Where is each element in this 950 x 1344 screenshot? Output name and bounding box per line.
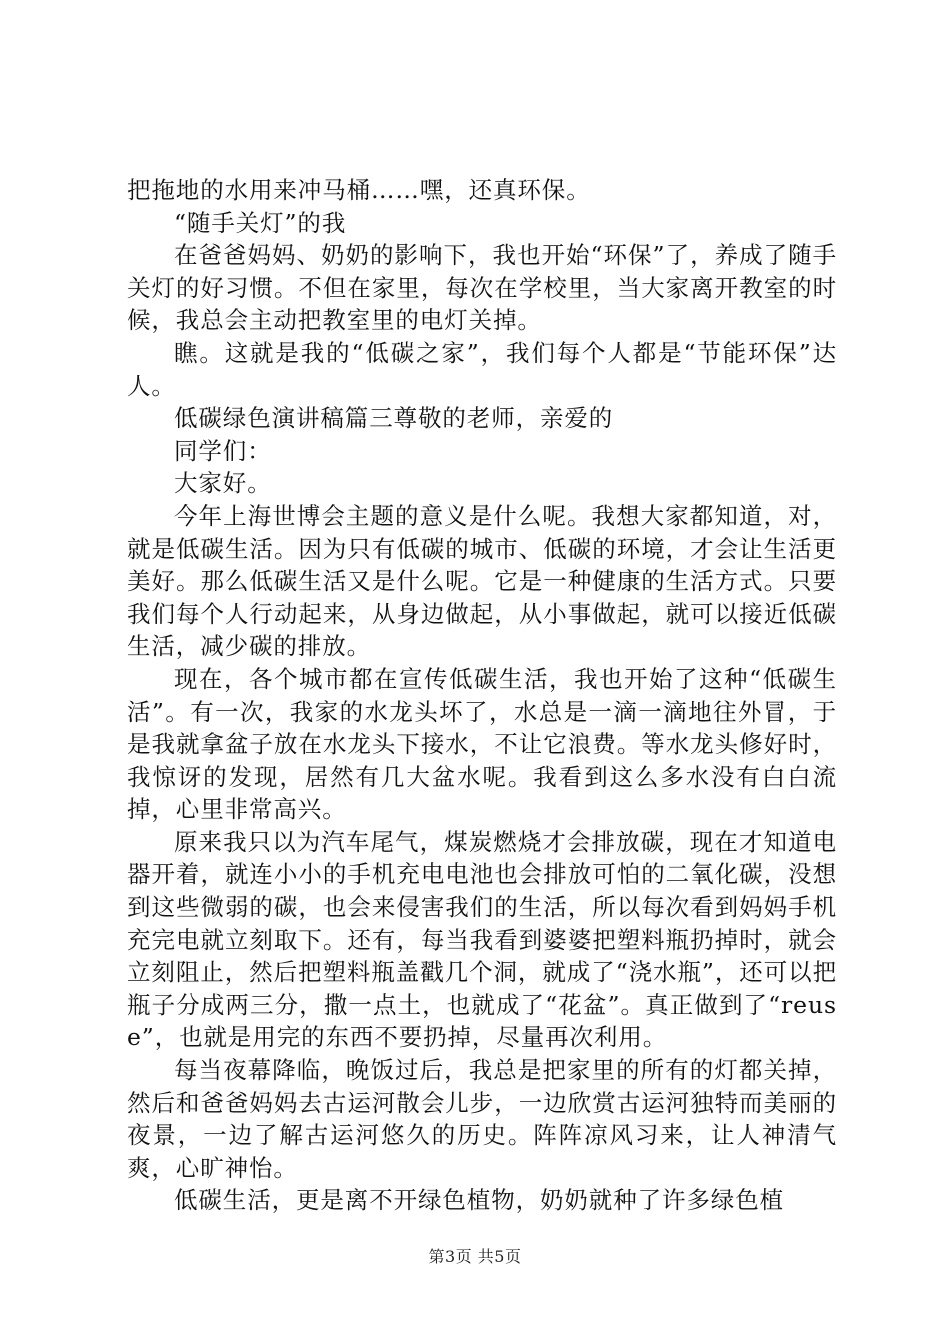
paragraph: 每当夜幕降临，晚饭过后，我总是把家里的所有的灯都关掉，然后和爸爸妈妈去古运河散会儿步，一边欣赏古运河独特而美丽的夜景，一边了解古运河悠久的历史。阵阵凉风习来，让人神清气爽，心旷神怡。: [127, 1056, 837, 1182]
paragraph: 原来我只以为汽车尾气，煤炭燃烧才会排放碳，现在才知道电器开着，就连小小的手机充电电池也会排放可怕的二氧化碳，没想到这些微弱的碳，也会来侵害我们的生活，所以每次看到妈妈手机充完电就立刻取下。还有，每当我看到婆婆把塑料瓶扔掉时，就会立刻阻止，然后把塑料瓶盖戳几个洞，就成了“浇水瓶”，还可以把瓶子分成两三分，撒一点土，也就成了“花盆”。真正做到了“reuse”，也就是用完的东西不要扔掉，尽量再次利用。: [127, 827, 837, 1052]
paragraph: 今年上海世博会主题的意义是什么呢。我想大家都知道，对，就是低碳生活。因为只有低碳的城市、低碳的环境，才会让生活更美好。那么低碳生活又是什么呢。它是一种健康的生活方式。只要我们每个人行动起来，从身边做起，从小事做起，就可以接近低碳生活，减少碳的排放。: [127, 501, 837, 661]
paragraph: 现在，各个城市都在宣传低碳生活，我也开始了这种“低碳生活”。有一次，我家的水龙头坏了，水总是一滴一滴地往外冒，于是我就拿盆子放在水龙头下接水，不让它浪费。等水龙头修好时，我惊讶的发现，居然有几大盆水呢。我看到这么多水没有白白流掉，心里非常高兴。: [127, 664, 837, 824]
paragraph: 瞧。这就是我的“低碳之家”，我们每个人都是“节能环保”达人。: [127, 338, 837, 400]
paragraph: 在爸爸妈妈、奶奶的影响下，我也开始“环保”了，养成了随手关灯的好习惯。不但在家里，每次在学校里，当大家离开教室的时候，我总会主动把教室里的电灯关掉。: [127, 241, 837, 335]
paragraph: 低碳生活，更是离不开绿色植物，奶奶就种了许多绿色植: [174, 1186, 784, 1215]
paragraph: 大家好。: [174, 469, 272, 498]
document-body: [127, 174, 837, 1217]
paragraph: 把拖地的水用来冲马桶……嘿，还真环保。: [127, 176, 591, 204]
page-number-footer: 第3页 共5页: [428, 1247, 522, 1266]
paragraph: 同学们：: [174, 436, 272, 465]
paragraph: 低碳绿色演讲稿篇三尊敬的老师，亲爱的: [174, 404, 614, 433]
paragraph: “随手关灯”的我: [174, 208, 347, 237]
